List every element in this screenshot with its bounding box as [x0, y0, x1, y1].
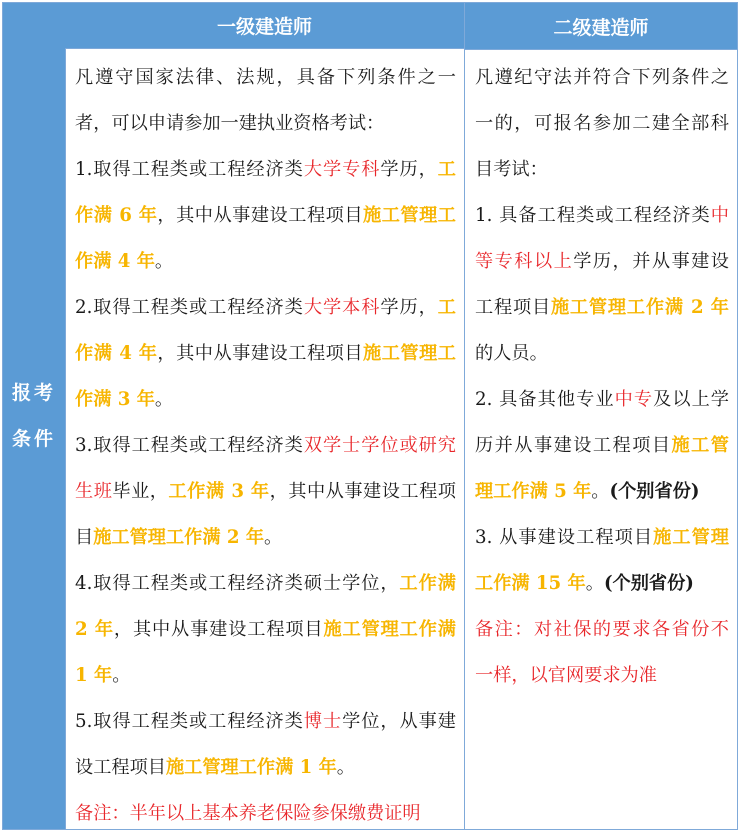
item-text: 3.取得工程类或工程经济类 — [75, 435, 304, 456]
education-highlight: 博士 — [303, 711, 343, 732]
item-text: 学历， — [380, 159, 438, 180]
item-text: 2. 具备其他专业 — [475, 389, 615, 410]
first-class-item-4 — [75, 561, 456, 699]
item-text: ，其中从事建设工程项目 — [75, 481, 456, 548]
second-class-note: 备注：对社保的要求各省份不一样，以官网要求为准 — [475, 619, 729, 686]
work-years-highlight: 工作满 6 年 — [75, 159, 456, 226]
management-years-highlight: 施工管理工作满 4 年 — [75, 205, 456, 272]
side-label-line2: 条件 — [11, 428, 56, 450]
first-class-item-3 — [75, 423, 456, 561]
first-class-item-5 — [75, 699, 456, 791]
first-class-intro: 凡遵守国家法律、法规，具备下列条件之一者，可以申请参加一建执业资格考试： — [75, 67, 456, 134]
side-label-line1: 报考 — [11, 382, 56, 404]
item-text: 。 — [336, 757, 355, 778]
management-years-highlight: 施工管理工作满 2 年 — [550, 297, 729, 318]
second-class-item-3 — [475, 515, 729, 607]
management-years-highlight: 施工管理工作满 15 年 — [475, 527, 729, 594]
second-class-intro: 凡遵纪守法并符合下列条件之一的，可报名参加二建全部科目考试： — [475, 67, 729, 180]
management-years-highlight: 施工管理工作满 5 年 — [475, 435, 729, 502]
second-class-item-1 — [475, 193, 729, 377]
item-text: 的人员。 — [475, 343, 548, 364]
education-highlight: 中等专科以上 — [475, 205, 729, 272]
item-text: 4.取得工程类或工程经济类硕士学位， — [75, 573, 400, 594]
education-highlight: 中专 — [614, 389, 654, 410]
item-text: 3. 从事建设工程项目 — [475, 527, 654, 548]
item-text: 。 — [585, 573, 604, 594]
province-note: (个别省份) — [609, 481, 700, 502]
province-note: (个别省份) — [603, 573, 694, 594]
item-text: 5.取得工程类或工程经济类 — [75, 711, 304, 732]
exam-conditions-table — [2, 2, 738, 830]
item-text: 。 — [154, 389, 174, 410]
item-text: 1.取得工程类或工程经济类 — [75, 159, 304, 180]
first-class-note: 备注：半年以上基本养老保险参保缴费证明 — [75, 803, 421, 824]
side-header — [3, 3, 66, 829]
header-second-class: 二级建造师 — [465, 3, 737, 50]
item-text: 学历，并从事建设工程项目 — [475, 251, 729, 318]
item-text: 学历， — [380, 297, 438, 318]
management-years-highlight: 施工管理工作满 1 年 — [75, 619, 456, 686]
first-class-item-2 — [75, 285, 456, 423]
item-text: 学位，从事建设工程项目 — [75, 711, 456, 778]
item-text: ，其中从事建设工程项目 — [157, 205, 364, 226]
management-years-highlight: 施工管理工作满 2 年 — [93, 527, 265, 548]
item-text: 。 — [264, 527, 283, 548]
work-years-highlight: 工作满 3 年 — [168, 481, 270, 502]
item-text: 2.取得工程类或工程经济类 — [75, 297, 304, 318]
item-text: 。 — [154, 251, 174, 272]
first-class-item-1 — [75, 147, 456, 285]
item-text: 毕业， — [112, 481, 169, 502]
second-class-conditions — [465, 49, 737, 829]
education-highlight: 双学士学位或研究生班 — [75, 435, 456, 502]
item-text: 及以上学历并从事建设工程项目 — [475, 389, 729, 456]
header-first-class: 一级建造师 — [65, 3, 465, 49]
item-text: 1. 具备工程类或工程经济类 — [475, 205, 711, 226]
education-highlight: 大学本科 — [303, 297, 381, 318]
item-text: 。 — [112, 665, 131, 686]
item-text: ，其中从事建设工程项目 — [113, 619, 324, 640]
management-years-highlight: 施工管理工作满 3 年 — [75, 343, 456, 410]
work-years-highlight: 工作满 2 年 — [75, 573, 456, 640]
item-text: 。 — [591, 481, 610, 502]
management-years-highlight: 施工管理工作满 1 年 — [165, 757, 337, 778]
second-class-item-2 — [475, 377, 729, 515]
item-text: ，其中从事建设工程项目 — [157, 343, 364, 364]
education-highlight: 大学专科 — [303, 159, 381, 180]
work-years-highlight: 工作满 4 年 — [75, 297, 456, 364]
first-class-conditions — [65, 49, 465, 829]
